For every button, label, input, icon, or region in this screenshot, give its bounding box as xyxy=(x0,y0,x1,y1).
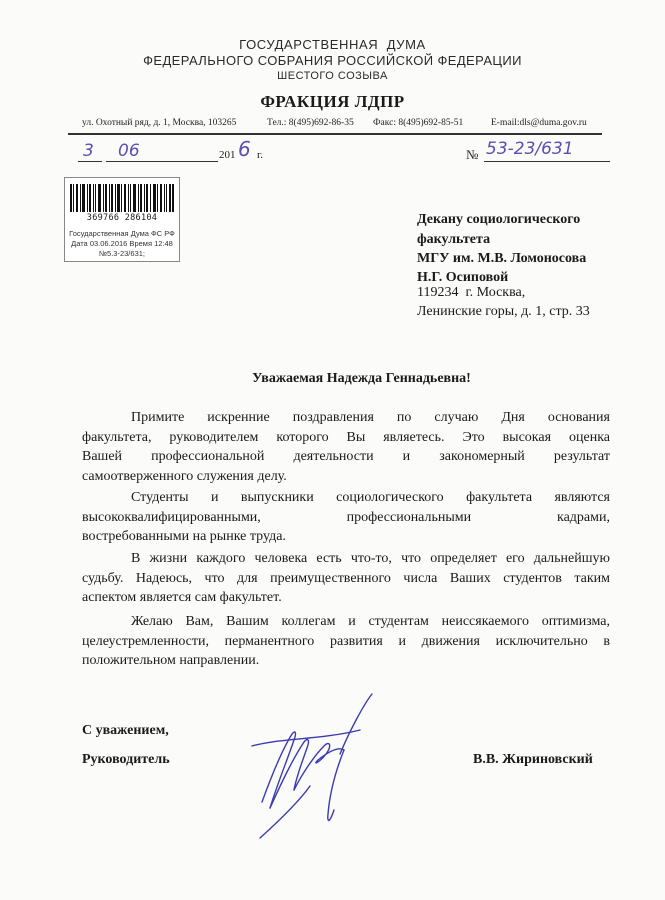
addressee-name: Н.Г. Осиповой xyxy=(417,270,509,285)
contact-phone: Тел.: 8(495)692-86-35 xyxy=(267,118,354,128)
date-day-underline xyxy=(78,161,102,162)
signer-role: Руководитель xyxy=(82,752,170,767)
body-line: Желаю Вам, Вашим коллегам и студентам неиссякаемого оптимизма, xyxy=(131,614,610,629)
handwritten-signature xyxy=(240,690,390,840)
body-paragraph xyxy=(82,549,610,608)
addressee-university: МГУ им. М.В. Ломоносова xyxy=(417,251,587,266)
number-symbol: № xyxy=(466,147,479,162)
date-year-printed: 201 xyxy=(219,149,236,161)
contact-address: ул. Охотный ряд, д. 1, Москва, 103265 xyxy=(82,118,237,128)
body-paragraph xyxy=(82,612,610,671)
org-convocation-line: ШЕСТОГО СОЗЫВА xyxy=(277,70,388,82)
body-line: положительном направлении. xyxy=(82,653,260,668)
addressee-city: 119234 г. Москва, xyxy=(417,285,526,300)
body-line: самоотверженного служения делу. xyxy=(82,468,287,484)
body-line: востребованными на рынке труда. xyxy=(82,529,286,544)
date-year-handwritten: 6 xyxy=(238,137,251,161)
faction-title: ФРАКЦИЯ ЛДПР xyxy=(260,92,405,111)
closing-phrase: С уважением, xyxy=(82,723,169,738)
body-line: В жизни каждого человека есть что-то, что определяет его дальнейшую xyxy=(131,551,610,566)
body-paragraph xyxy=(82,488,610,547)
org-federation-line: ФЕДЕРАЛЬНОГО СОБРАНИЯ РОССИЙСКОЙ ФЕДЕРАЦИИ xyxy=(143,53,522,68)
addressee-street: Ленинские горы, д. 1, стр. 33 xyxy=(417,304,590,319)
stamp-line-date: Дата 03.06.2016 Время 12:48 xyxy=(71,239,173,248)
body-line: Студенты и выпускники социологического факультета являются xyxy=(131,490,610,505)
number-underline xyxy=(484,161,610,162)
body-line: судьбу. Надеюсь, что для преимущественного числа Ваших студентов таким xyxy=(82,570,610,586)
addressee-faculty: факультета xyxy=(417,232,491,247)
addressee-title: Декану социологического xyxy=(417,212,581,227)
body-line: факультета, руководителем которого Вы являетесь. Это высокая оценка xyxy=(82,429,610,445)
contact-email: E-mail:dls@duma.gov.ru xyxy=(491,118,587,128)
header-divider xyxy=(68,133,602,135)
body-line: целеустремленности, перманентного развития и движения исключительно в xyxy=(82,633,610,649)
body-paragraph xyxy=(82,408,610,486)
signer-name: В.В. Жириновский xyxy=(473,752,593,767)
date-year-suffix: г. xyxy=(257,149,264,161)
body-line: Вашей профессиональной деятельности и закономерный результат xyxy=(82,449,610,464)
org-name-line: ГОСУДАРСТВЕННАЯ ДУМА xyxy=(239,37,426,52)
registration-number: 53-23/631 xyxy=(486,139,574,159)
body-line: Примите искренние поздравления по случаю Дня основания xyxy=(131,410,610,425)
barcode-number: 369766 286104 xyxy=(86,213,158,223)
stamp-line-org: Государственная Дума ФС РФ xyxy=(69,229,175,238)
date-day: 3 xyxy=(83,141,94,161)
date-month-underline xyxy=(106,161,218,162)
salutation: Уважаемая Надежда Геннадьевна! xyxy=(252,371,471,386)
date-month: 06 xyxy=(118,141,140,161)
barcode-icon xyxy=(70,184,174,212)
contact-fax: Факс: 8(495)692-85-51 xyxy=(373,118,464,128)
stamp-line-number: №5.3-23/631; xyxy=(99,249,145,258)
body-line: высококвалифицированными, профессиональными кадрами, xyxy=(82,509,610,525)
body-line: аспектом является сам факультет. xyxy=(82,590,282,605)
